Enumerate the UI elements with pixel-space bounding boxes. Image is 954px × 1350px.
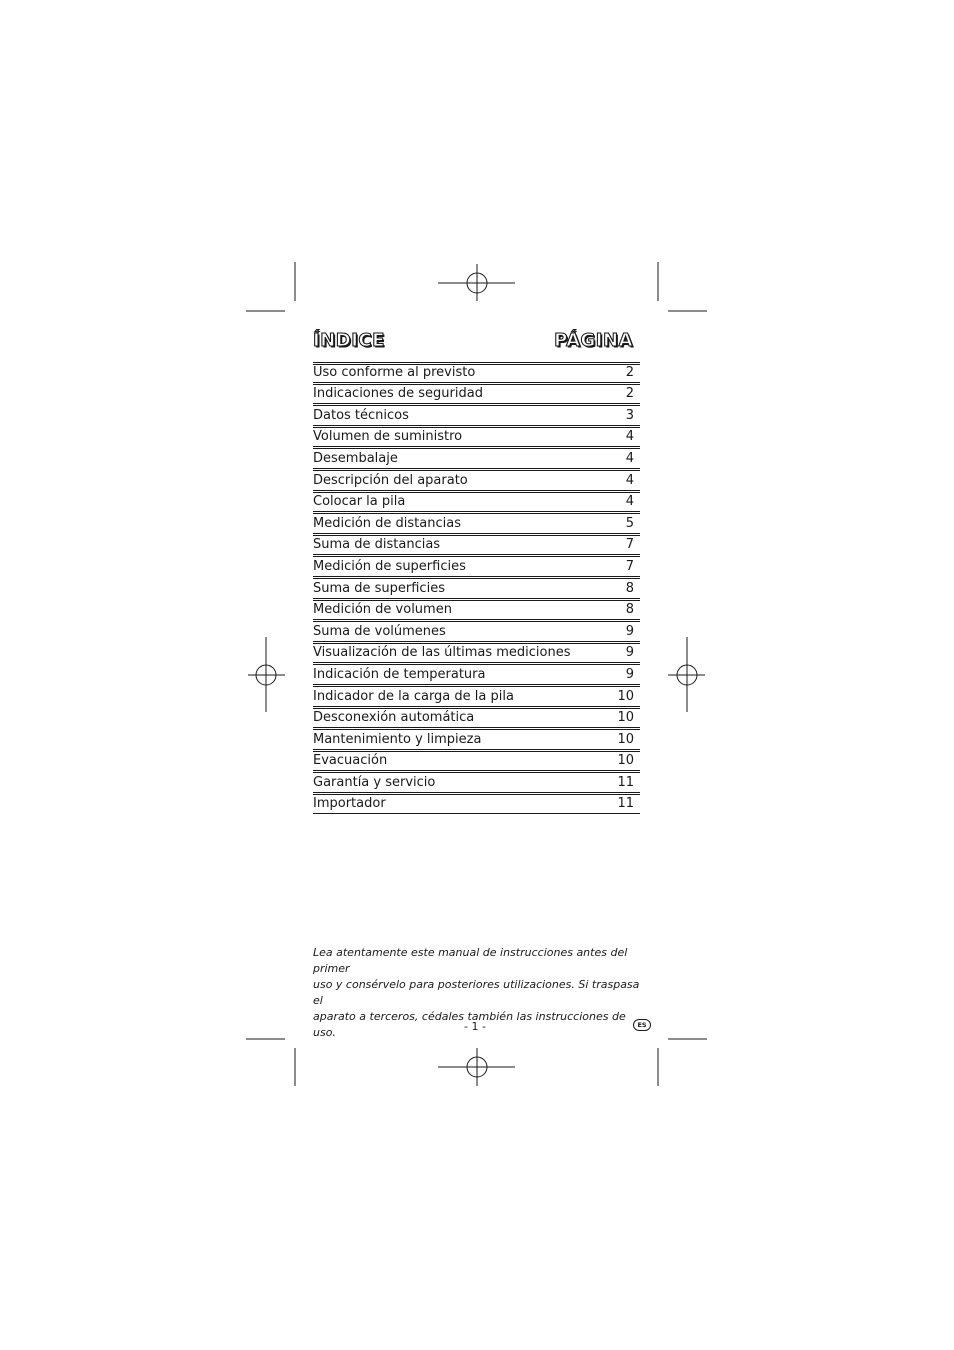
toc-entry-page: 4 xyxy=(625,494,634,510)
toc-entry-title: Colocar la pila xyxy=(313,494,406,510)
table-of-contents xyxy=(313,362,640,814)
toc-entry-page: 5 xyxy=(625,515,634,531)
toc-entry xyxy=(313,384,640,405)
toc-entry xyxy=(313,470,640,491)
toc-entry-title: Medición de volumen xyxy=(313,602,452,618)
toc-entry-page: 4 xyxy=(625,472,634,488)
toc-entry-page: 2 xyxy=(625,364,634,380)
toc-entry-title: Indicador de la carga de la pila xyxy=(313,688,514,704)
toc-entry xyxy=(313,362,640,383)
toc-entry-page: 10 xyxy=(617,753,634,769)
toc-entry-title: Mantenimiento y limpieza xyxy=(313,731,482,747)
note-line: uso y consérvelo para posteriores utilizaciones. Si traspasa el xyxy=(313,978,640,1007)
registration-mark-top xyxy=(438,264,515,301)
toc-entry-page: 11 xyxy=(617,796,634,812)
note-line: aparato a terceros, cédales también las instrucciones de uso. xyxy=(313,1010,626,1039)
toc-entry xyxy=(313,708,640,729)
note-line: Lea atentamente este manual de instrucciones antes del primer xyxy=(313,946,628,975)
registration-mark-left xyxy=(248,637,285,712)
toc-entry xyxy=(313,621,640,642)
toc-entry xyxy=(313,600,640,621)
registration-mark-right xyxy=(668,637,705,712)
toc-entry-title: Volumen de suministro xyxy=(313,429,463,445)
toc-entry-page: 7 xyxy=(625,558,634,574)
toc-entry xyxy=(313,578,640,599)
toc-entry xyxy=(313,448,640,469)
toc-entry-page: 11 xyxy=(617,774,634,790)
toc-entry-title: Medición de superficies xyxy=(313,558,466,574)
toc-entry-title: Desconexión automática xyxy=(313,710,475,726)
toc-entry-page: 8 xyxy=(625,580,634,596)
toc-entry xyxy=(313,751,640,772)
toc-entry-title: Suma de superficies xyxy=(313,580,445,596)
toc-entry-title: Evacuación xyxy=(313,753,388,769)
toc-entry xyxy=(313,794,640,815)
toc-entry-page: 9 xyxy=(625,666,634,682)
toc-entry-title: Visualización de las últimas mediciones xyxy=(313,645,571,661)
toc-entry-title: Indicación de temperatura xyxy=(313,666,486,682)
toc-entry-title: Suma de distancias xyxy=(313,537,441,553)
toc-entry xyxy=(313,556,640,577)
toc-entry xyxy=(313,513,640,534)
toc-entry xyxy=(313,729,640,750)
toc-entry-page: 10 xyxy=(617,688,634,704)
toc-entry-page: 9 xyxy=(625,623,634,639)
toc-entry-page: 4 xyxy=(625,450,634,466)
toc-entry-page: 3 xyxy=(625,407,634,423)
toc-entry-title: Medición de distancias xyxy=(313,515,461,531)
toc-entry xyxy=(313,643,640,664)
toc-entry-title: Desembalaje xyxy=(313,450,398,466)
language-badge: ES xyxy=(633,1019,651,1031)
toc-entry xyxy=(313,686,640,707)
toc-entry-page: 8 xyxy=(625,602,634,618)
toc-entry-page: 7 xyxy=(625,537,634,553)
toc-entry-title: Suma de volúmenes xyxy=(313,623,446,639)
toc-entry-title: Importador xyxy=(313,796,386,812)
toc-entry-title: Datos técnicos xyxy=(313,407,409,423)
toc-entry-page: 10 xyxy=(617,710,634,726)
toc-entry xyxy=(313,535,640,556)
registration-mark-bottom xyxy=(438,1048,515,1086)
toc-entry-title: Garantía y servicio xyxy=(313,774,436,790)
toc-entry-page: 2 xyxy=(625,386,634,402)
index-title: ÍNDICE xyxy=(313,330,385,351)
toc-entry xyxy=(313,427,640,448)
toc-entry xyxy=(313,405,640,426)
toc-entry xyxy=(313,664,640,685)
toc-entry-page: 10 xyxy=(617,731,634,747)
toc-entry xyxy=(313,492,640,513)
toc-entry-title: Descripción del aparato xyxy=(313,472,468,488)
toc-entry xyxy=(313,772,640,793)
page-column-title: PÁGINA xyxy=(554,330,633,351)
page-number: - 1 - xyxy=(464,1020,486,1033)
toc-entry-page: 9 xyxy=(625,645,634,661)
toc-entry-page: 4 xyxy=(625,429,634,445)
toc-heading xyxy=(313,330,633,356)
toc-entry-title: Indicaciones de seguridad xyxy=(313,386,483,402)
toc-entry-title: Uso conforme al previsto xyxy=(313,364,476,380)
